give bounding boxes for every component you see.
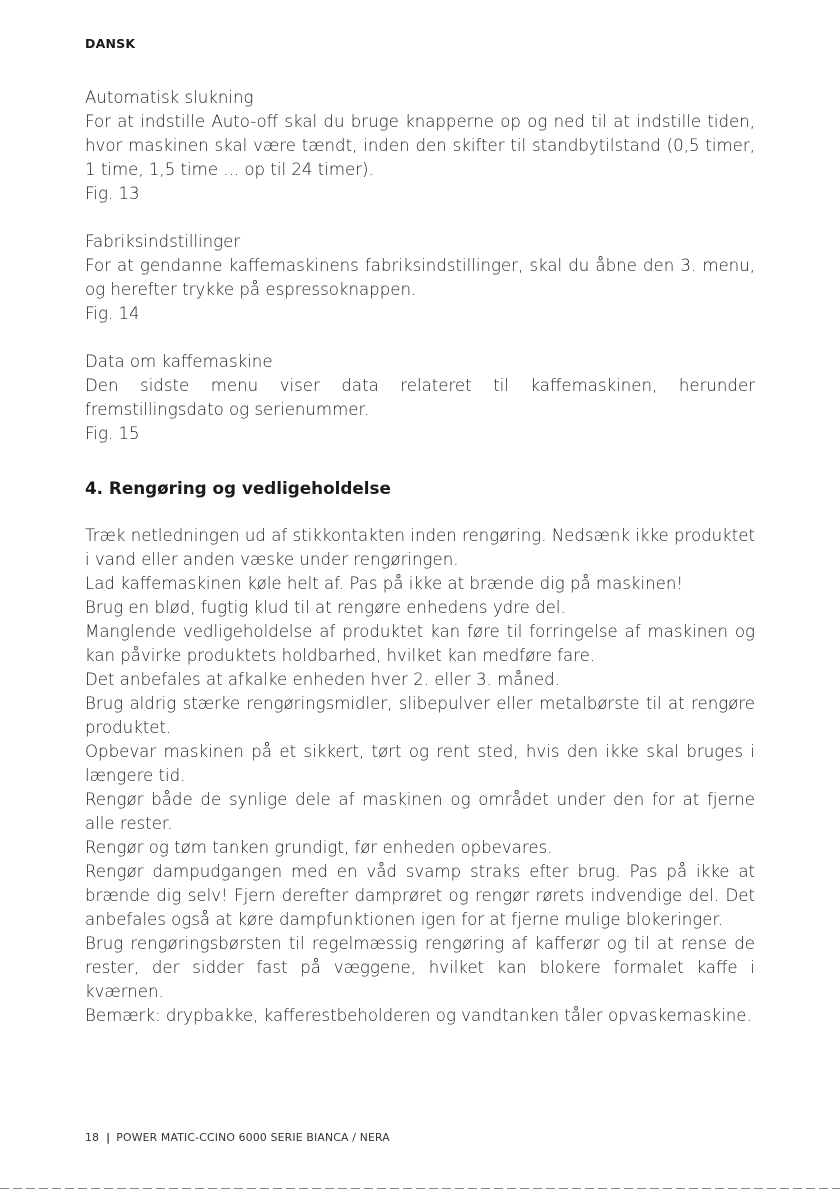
language-label: DANSK	[85, 36, 136, 51]
figure-ref-14: Fig. 14	[85, 304, 140, 323]
section-body-factory-reset: For at gendanne kaffemaskinens fabriksindstillinger, skal du åbne den 3. menu, og herefter trykke på espressoknappen.	[85, 256, 755, 299]
page-content	[85, 86, 755, 1028]
footer-separator: |	[106, 1131, 111, 1144]
page-number: 18	[85, 1131, 100, 1144]
cleaning-paragraph: Brug en blød, fugtig klud til at rengøre enhedens ydre del.	[85, 598, 566, 617]
section-title-factory-reset: Fabriksindstillinger	[85, 232, 241, 251]
page-footer	[85, 1131, 390, 1144]
product-name: POWER MATIC-CCINO 6000 SERIE BIANCA / NERA	[116, 1131, 390, 1144]
cleaning-paragraph: Det anbefales at afkalke enheden hver 2. eller 3. måned.	[85, 670, 560, 689]
figure-ref-13: Fig. 13	[85, 184, 140, 203]
section-title-machine-data: Data om kaffemaskine	[85, 352, 273, 371]
section-title-auto-off: Automatisk slukning	[85, 88, 254, 107]
cleaning-paragraph: Lad kaffemaskinen køle helt af. Pas på ikke at brænde dig på maskinen!	[85, 574, 684, 593]
cleaning-heading: 4. Rengøring og vedligeholdelse	[85, 478, 391, 498]
section-body-auto-off: For at indstille Auto-off skal du bruge knapperne op og ned til at indstille tiden, hvor maskinen skal være tændt, inden den skifter til standbytilstand (0,5 timer, 1 time, 1,5 time ... op til 24 timer).	[85, 112, 755, 179]
cleaning-paragraph: Rengør og tøm tanken grundigt, før enheden opbevares.	[85, 838, 553, 857]
cleaning-paragraph: Rengør dampudgangen med en våd svamp straks efter brug. Pas på ikke at brænde dig selv! Fjern derefter damprøret og rengør rørets indvendige del. Det anbefales også at køre dampfunktionen igen for at fjerne mulige blokeringer.	[85, 862, 755, 929]
figure-ref-15: Fig. 15	[85, 424, 140, 443]
crop-line-divider	[0, 1188, 840, 1189]
cleaning-paragraph: Brug rengøringsbørsten til regelmæssig rengøring af kafferør og til at rense de rester, der sidder fast på væggene, hvilket kan blokere formalet kaffe i kværnen.	[85, 934, 755, 1001]
cleaning-paragraph: Opbevar maskinen på et sikkert, tørt og rent sted, hvis den ikke skal bruges i længere tid.	[85, 742, 755, 785]
cleaning-paragraph: Brug aldrig stærke rengøringsmidler, slibepulver eller metalbørste til at rengøre produktet.	[85, 694, 755, 737]
section-body-machine-data: Den sidste menu viser data relateret til kaffemaskinen, herunder fremstillingsdato og serienummer.	[85, 376, 755, 419]
cleaning-paragraph: Manglende vedligeholdelse af produktet kan føre til forringelse af maskinen og kan påvirke produktets holdbarhed, hvilket kan medføre fare.	[85, 622, 755, 665]
cleaning-paragraph: Bemærk: drypbakke, kafferestbeholderen og vandtanken tåler opvaskemaskine.	[85, 1006, 752, 1025]
cleaning-paragraph: Rengør både de synlige dele af maskinen og området under den for at fjerne alle rester.	[85, 790, 755, 833]
cleaning-paragraph: Træk netledningen ud af stikkontakten inden rengøring. Nedsænk ikke produktet i vand eller anden væske under rengøringen.	[85, 526, 755, 569]
